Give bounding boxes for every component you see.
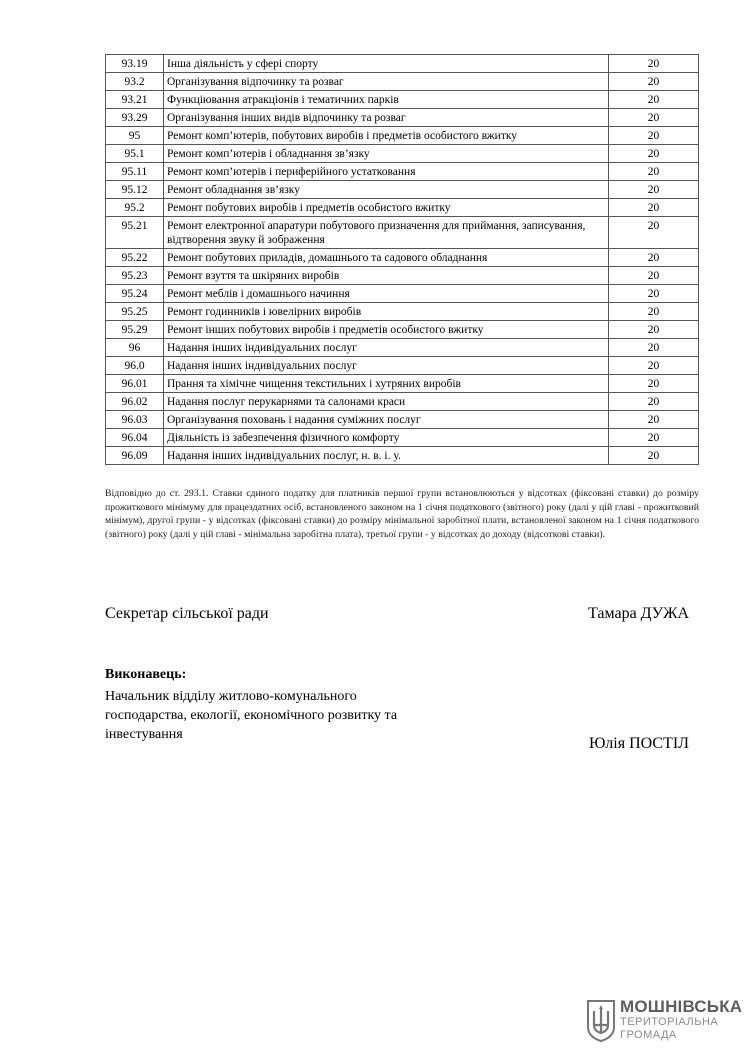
executor-position: Начальник відділу житлово-комунального господарства, екології, економічного розвитку та інвестування [105, 689, 398, 742]
row-name-cell: Діяльність із забезпечення фізичного комфорту [164, 429, 609, 447]
row-rate-cell: 20 [609, 55, 699, 73]
table-row [106, 267, 699, 285]
row-name-cell: Ремонт годинників і ювелірних виробів [164, 303, 609, 321]
row-name-cell: Організування поховань і надання суміжних послуг [164, 411, 609, 429]
row-name-cell: Інша діяльність у сфері спорту [164, 55, 609, 73]
row-rate-cell: 20 [609, 411, 699, 429]
row-rate-cell: 20 [609, 91, 699, 109]
row-code-cell: 95.29 [106, 321, 164, 339]
row-code-cell: 96.09 [106, 447, 164, 465]
row-name-cell: Ремонт комп’ютерів, побутових виробів і предметів особистого вжитку [164, 127, 609, 145]
row-name-cell: Надання послуг перукарнями та салонами краси [164, 393, 609, 411]
row-rate-cell: 20 [609, 249, 699, 267]
table-row [106, 411, 699, 429]
logo-line-3: ГРОМАДА [620, 1029, 677, 1041]
row-rate-cell: 20 [609, 375, 699, 393]
row-rate-cell: 20 [609, 217, 699, 249]
community-logo [586, 997, 743, 1045]
row-name-cell: Ремонт побутових приладів, домашнього та садового обладнання [164, 249, 609, 267]
row-code-cell: 95.24 [106, 285, 164, 303]
table-row [106, 145, 699, 163]
executor-name: Юлія ПОСТІЛ [589, 735, 689, 752]
table-row [106, 393, 699, 411]
row-rate-cell: 20 [609, 321, 699, 339]
table-row [106, 321, 699, 339]
row-code-cell: 93.21 [106, 91, 164, 109]
row-name-cell: Ремонт обладнання зв’язку [164, 181, 609, 199]
row-rate-cell: 20 [609, 181, 699, 199]
row-code-cell: 95.21 [106, 217, 164, 249]
table-row [106, 447, 699, 465]
table-row [106, 91, 699, 109]
row-rate-cell: 20 [609, 357, 699, 375]
table-row [106, 357, 699, 375]
row-name-cell: Надання інших індивідуальних послуг [164, 339, 609, 357]
row-code-cell: 95.12 [106, 181, 164, 199]
row-name-cell: Ремонт комп’ютерів і обладнання зв’язку [164, 145, 609, 163]
row-rate-cell: 20 [609, 73, 699, 91]
trident-coat-of-arms-icon [586, 999, 616, 1043]
row-code-cell: 95.25 [106, 303, 164, 321]
row-name-cell: Ремонт інших побутових виробів і предметів особистого вжитку [164, 321, 609, 339]
row-rate-cell: 20 [609, 145, 699, 163]
row-name-cell: Ремонт побутових виробів і предметів особистого вжитку [164, 199, 609, 217]
row-code-cell: 96 [106, 339, 164, 357]
row-code-cell: 95 [106, 127, 164, 145]
row-name-cell: Ремонт електронної апаратури побутового призначення для приймання, записування, відтворення звуку й зображення [164, 217, 609, 249]
row-name-cell: Ремонт взуття та шкіряних виробів [164, 267, 609, 285]
table-row [106, 217, 699, 249]
row-rate-cell: 20 [609, 127, 699, 145]
activity-codes-table [105, 54, 699, 465]
table-row [106, 73, 699, 91]
table-row [106, 199, 699, 217]
logo-line-2: ТЕРИТОРІАЛЬНА [620, 1016, 719, 1028]
row-name-cell: Ремонт меблів і домашнього начиння [164, 285, 609, 303]
row-code-cell: 93.2 [106, 73, 164, 91]
row-code-cell: 95.2 [106, 199, 164, 217]
row-code-cell: 95.22 [106, 249, 164, 267]
row-code-cell: 93.19 [106, 55, 164, 73]
row-rate-cell: 20 [609, 285, 699, 303]
row-code-cell: 95.11 [106, 163, 164, 181]
row-code-cell: 96.03 [106, 411, 164, 429]
row-name-cell: Організування інших видів відпочинку та розваг [164, 109, 609, 127]
activity-codes-table-body [106, 55, 699, 465]
row-code-cell: 96.02 [106, 393, 164, 411]
row-name-cell: Надання інших індивідуальних послуг [164, 357, 609, 375]
signature-name: Тамара ДУЖА [587, 605, 689, 622]
row-code-cell: 96.01 [106, 375, 164, 393]
row-rate-cell: 20 [609, 339, 699, 357]
table-row [106, 109, 699, 127]
row-name-cell: Організування відпочинку та розваг [164, 73, 609, 91]
table-row [106, 429, 699, 447]
row-name-cell: Прання та хімічне чищення текстильних і хутряних виробів [164, 375, 609, 393]
table-row [106, 181, 699, 199]
row-rate-cell: 20 [609, 109, 699, 127]
table-row [106, 249, 699, 267]
table-row [106, 127, 699, 145]
row-code-cell: 95.23 [106, 267, 164, 285]
table-row [106, 303, 699, 321]
row-rate-cell: 20 [609, 447, 699, 465]
row-name-cell: Функціювання атракціонів і тематичних парків [164, 91, 609, 109]
table-row [106, 375, 699, 393]
row-rate-cell: 20 [609, 303, 699, 321]
signature-position: Секретар сільської ради [105, 605, 269, 622]
row-code-cell: 93.29 [106, 109, 164, 127]
row-rate-cell: 20 [609, 393, 699, 411]
row-code-cell: 96.0 [106, 357, 164, 375]
executor-title: Виконавець: [105, 667, 187, 682]
table-row [106, 163, 699, 181]
row-name-cell: Ремонт комп’ютерів і периферійного устатковання [164, 163, 609, 181]
row-rate-cell: 20 [609, 267, 699, 285]
row-name-cell: Надання інших індивідуальних послуг, н. в. і. у. [164, 447, 609, 465]
table-row [106, 285, 699, 303]
row-code-cell: 96.04 [106, 429, 164, 447]
table-row [106, 339, 699, 357]
tax-rate-note: Відповідно до ст. 293.1. Ставки єдиного податку для платників першої групи встановлюються у відсотках (фіксовані ставки) до розміру прожиткового мінімуму для працездатних осіб, встановленого законом на 1 січня податкового (звітного) року (далі у цій главі - прожитковий мінімум), другої групи - у відсотках (фіксовані ставки) до розміру мінімальної заробітної плати, встановленої законом на 1 січня податкового (звітного) року (далі у цій главі - мінімальна заробітна плата), третьої групи - у відсотках до доходу (відсоткові ставки). [105, 488, 699, 540]
table-row [106, 55, 699, 73]
row-rate-cell: 20 [609, 199, 699, 217]
row-rate-cell: 20 [609, 163, 699, 181]
row-code-cell: 95.1 [106, 145, 164, 163]
logo-line-1: МОШНІВСЬКА [620, 997, 743, 1016]
row-rate-cell: 20 [609, 429, 699, 447]
